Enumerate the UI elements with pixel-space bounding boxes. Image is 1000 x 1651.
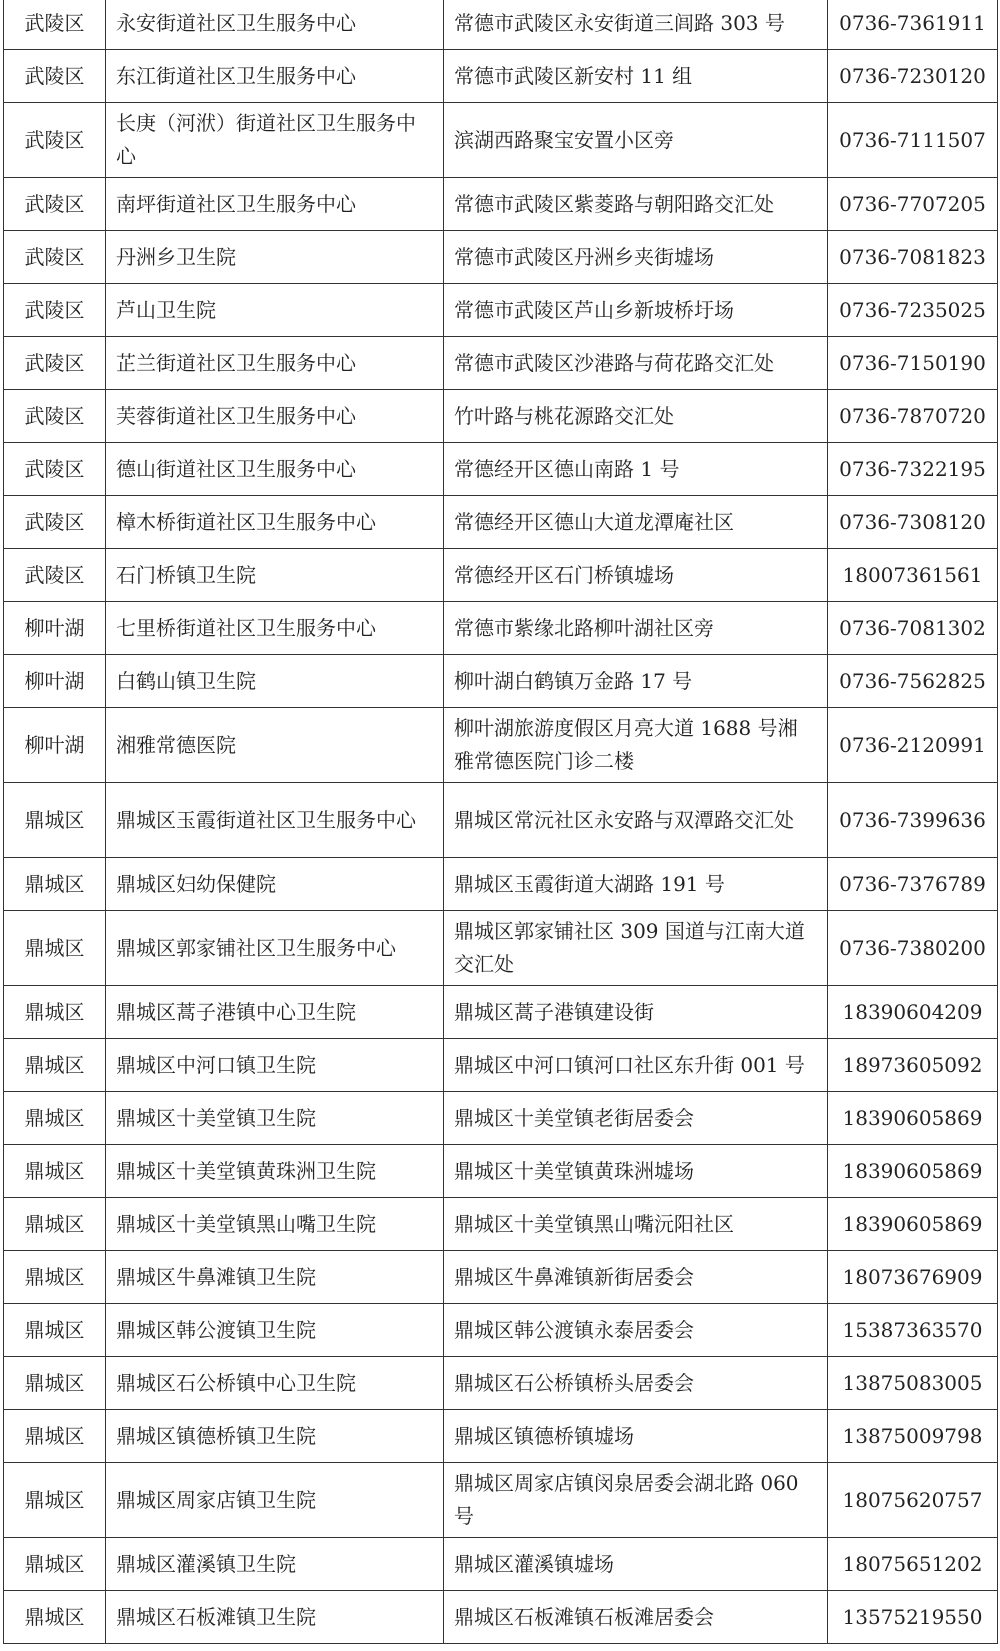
address-cell: 常德经开区石门桥镇墟场	[444, 549, 828, 602]
facility-name-cell: 鼎城区牛鼻滩镇卫生院	[106, 1251, 444, 1304]
facility-name-cell: 鼎城区十美堂镇黄珠洲卫生院	[106, 1145, 444, 1198]
facility-name-cell: 南坪街道社区卫生服务中心	[106, 178, 444, 231]
district-cell: 鼎城区	[4, 1591, 106, 1644]
facility-name-cell: 德山街道社区卫生服务中心	[106, 443, 444, 496]
table-row	[4, 50, 998, 103]
phone-cell: 0736-7322195	[828, 443, 998, 496]
phone-cell: 15387363570	[828, 1304, 998, 1357]
facility-name-cell: 七里桥街道社区卫生服务中心	[106, 602, 444, 655]
phone-cell: 13575219550	[828, 1591, 998, 1644]
address-cell: 柳叶湖白鹤镇万金路 17 号	[444, 655, 828, 708]
facility-name-cell: 鼎城区十美堂镇卫生院	[106, 1092, 444, 1145]
table-body	[4, 0, 998, 1644]
address-cell: 常德经开区德山南路 1 号	[444, 443, 828, 496]
phone-cell: 0736-7870720	[828, 390, 998, 443]
phone-cell: 0736-2120991	[828, 708, 998, 783]
table-row	[4, 911, 998, 986]
address-cell: 鼎城区郭家铺社区 309 国道与江南大道交汇处	[444, 911, 828, 986]
address-cell: 鼎城区十美堂镇老街居委会	[444, 1092, 828, 1145]
facility-name-cell: 鼎城区郭家铺社区卫生服务中心	[106, 911, 444, 986]
district-cell: 鼎城区	[4, 1357, 106, 1410]
district-cell: 武陵区	[4, 0, 106, 50]
phone-cell: 0736-7235025	[828, 284, 998, 337]
phone-cell: 18390605869	[828, 1092, 998, 1145]
address-cell: 鼎城区常沅社区永安路与双潭路交汇处	[444, 783, 828, 858]
table-row	[4, 783, 998, 858]
phone-cell: 0736-7707205	[828, 178, 998, 231]
table-row	[4, 231, 998, 284]
facility-name-cell: 鼎城区玉霞街道社区卫生服务中心	[106, 783, 444, 858]
address-cell: 鼎城区蒿子港镇建设街	[444, 986, 828, 1039]
phone-cell: 0736-7380200	[828, 911, 998, 986]
facility-name-cell: 石门桥镇卫生院	[106, 549, 444, 602]
address-cell: 鼎城区牛鼻滩镇新街居委会	[444, 1251, 828, 1304]
address-cell: 常德市武陵区新安村 11 组	[444, 50, 828, 103]
phone-cell: 0736-7399636	[828, 783, 998, 858]
facility-name-cell: 鼎城区灌溪镇卫生院	[106, 1538, 444, 1591]
facility-name-cell: 湘雅常德医院	[106, 708, 444, 783]
district-cell: 武陵区	[4, 103, 106, 178]
phone-cell: 18390605869	[828, 1145, 998, 1198]
district-cell: 柳叶湖	[4, 602, 106, 655]
district-cell: 鼎城区	[4, 1538, 106, 1591]
table-row	[4, 1410, 998, 1463]
district-cell: 鼎城区	[4, 1198, 106, 1251]
district-cell: 柳叶湖	[4, 655, 106, 708]
address-cell: 常德市武陵区紫菱路与朝阳路交汇处	[444, 178, 828, 231]
phone-cell: 0736-7230120	[828, 50, 998, 103]
facility-name-cell: 鼎城区中河口镇卫生院	[106, 1039, 444, 1092]
table-row	[4, 103, 998, 178]
district-cell: 鼎城区	[4, 783, 106, 858]
district-cell: 柳叶湖	[4, 708, 106, 783]
address-cell: 鼎城区十美堂镇黄珠洲墟场	[444, 1145, 828, 1198]
address-cell: 竹叶路与桃花源路交汇处	[444, 390, 828, 443]
phone-cell: 13875083005	[828, 1357, 998, 1410]
phone-cell: 18973605092	[828, 1039, 998, 1092]
district-cell: 武陵区	[4, 549, 106, 602]
table-row	[4, 1039, 998, 1092]
address-cell: 常德市紫缘北路柳叶湖社区旁	[444, 602, 828, 655]
district-cell: 武陵区	[4, 496, 106, 549]
table-row	[4, 655, 998, 708]
facility-name-cell: 鼎城区镇德桥镇卫生院	[106, 1410, 444, 1463]
phone-cell: 13875009798	[828, 1410, 998, 1463]
facility-name-cell: 鼎城区妇幼保健院	[106, 858, 444, 911]
phone-cell: 18390604209	[828, 986, 998, 1039]
district-cell: 武陵区	[4, 443, 106, 496]
district-cell: 武陵区	[4, 337, 106, 390]
address-cell: 常德经开区德山大道龙潭庵社区	[444, 496, 828, 549]
phone-cell: 0736-7361911	[828, 0, 998, 50]
address-cell: 鼎城区十美堂镇黑山嘴沅阳社区	[444, 1198, 828, 1251]
phone-cell: 0736-7111507	[828, 103, 998, 178]
table-row	[4, 986, 998, 1039]
address-cell: 鼎城区镇德桥镇墟场	[444, 1410, 828, 1463]
address-cell: 鼎城区石公桥镇桥头居委会	[444, 1357, 828, 1410]
phone-cell: 0736-7081302	[828, 602, 998, 655]
table-row	[4, 1591, 998, 1644]
table-row	[4, 390, 998, 443]
district-cell: 武陵区	[4, 50, 106, 103]
district-cell: 鼎城区	[4, 1251, 106, 1304]
address-cell: 鼎城区石板滩镇石板滩居委会	[444, 1591, 828, 1644]
district-cell: 武陵区	[4, 284, 106, 337]
address-cell: 常德市武陵区沙港路与荷花路交汇处	[444, 337, 828, 390]
facility-name-cell: 丹洲乡卫生院	[106, 231, 444, 284]
table-row	[4, 178, 998, 231]
phone-cell: 0736-7081823	[828, 231, 998, 284]
district-cell: 鼎城区	[4, 911, 106, 986]
phone-cell: 18075620757	[828, 1463, 998, 1538]
table-row	[4, 284, 998, 337]
facility-name-cell: 鼎城区石公桥镇中心卫生院	[106, 1357, 444, 1410]
district-cell: 鼎城区	[4, 1304, 106, 1357]
district-cell: 鼎城区	[4, 1039, 106, 1092]
table-row	[4, 602, 998, 655]
address-cell: 鼎城区灌溪镇墟场	[444, 1538, 828, 1591]
facility-name-cell: 永安街道社区卫生服务中心	[106, 0, 444, 50]
district-cell: 武陵区	[4, 231, 106, 284]
address-cell: 常德市武陵区丹洲乡夹街墟场	[444, 231, 828, 284]
table-row	[4, 1092, 998, 1145]
facility-name-cell: 东江街道社区卫生服务中心	[106, 50, 444, 103]
address-cell: 鼎城区韩公渡镇永泰居委会	[444, 1304, 828, 1357]
table-row	[4, 1251, 998, 1304]
facility-name-cell: 芷兰街道社区卫生服务中心	[106, 337, 444, 390]
table-row	[4, 1145, 998, 1198]
district-cell: 鼎城区	[4, 1410, 106, 1463]
table-row	[4, 443, 998, 496]
address-cell: 常德市武陵区永安街道三闾路 303 号	[444, 0, 828, 50]
table-row	[4, 1357, 998, 1410]
address-cell: 常德市武陵区芦山乡新坡桥圩场	[444, 284, 828, 337]
facility-name-cell: 芦山卫生院	[106, 284, 444, 337]
district-cell: 武陵区	[4, 390, 106, 443]
phone-cell: 0736-7376789	[828, 858, 998, 911]
table-row	[4, 549, 998, 602]
facility-name-cell: 鼎城区韩公渡镇卫生院	[106, 1304, 444, 1357]
phone-cell: 18390605869	[828, 1198, 998, 1251]
table-row	[4, 708, 998, 783]
facility-name-cell: 白鹤山镇卫生院	[106, 655, 444, 708]
facility-name-cell: 鼎城区蒿子港镇中心卫生院	[106, 986, 444, 1039]
table-row	[4, 1538, 998, 1591]
district-cell: 鼎城区	[4, 1463, 106, 1538]
table-row	[4, 1198, 998, 1251]
address-cell: 柳叶湖旅游度假区月亮大道 1688 号湘雅常德医院门诊二楼	[444, 708, 828, 783]
table-row	[4, 1463, 998, 1538]
facility-name-cell: 鼎城区十美堂镇黑山嘴卫生院	[106, 1198, 444, 1251]
table-row	[4, 0, 998, 50]
facility-name-cell: 长庚（河洑）街道社区卫生服务中心	[106, 103, 444, 178]
phone-cell: 0736-7308120	[828, 496, 998, 549]
address-cell: 鼎城区周家店镇闵泉居委会湖北路 060 号	[444, 1463, 828, 1538]
facility-name-cell: 鼎城区周家店镇卫生院	[106, 1463, 444, 1538]
district-cell: 鼎城区	[4, 1092, 106, 1145]
address-cell: 鼎城区中河口镇河口社区东升街 001 号	[444, 1039, 828, 1092]
district-cell: 武陵区	[4, 178, 106, 231]
phone-cell: 18073676909	[828, 1251, 998, 1304]
table-row	[4, 858, 998, 911]
table-row	[4, 1304, 998, 1357]
table-row	[4, 337, 998, 390]
phone-cell: 0736-7562825	[828, 655, 998, 708]
facility-name-cell: 鼎城区石板滩镇卫生院	[106, 1591, 444, 1644]
district-cell: 鼎城区	[4, 1145, 106, 1198]
table-row	[4, 496, 998, 549]
phone-cell: 0736-7150190	[828, 337, 998, 390]
phone-cell: 18075651202	[828, 1538, 998, 1591]
district-cell: 鼎城区	[4, 858, 106, 911]
address-cell: 滨湖西路聚宝安置小区旁	[444, 103, 828, 178]
phone-cell: 18007361561	[828, 549, 998, 602]
health-center-table	[3, 0, 998, 1644]
address-cell: 鼎城区玉霞街道大湖路 191 号	[444, 858, 828, 911]
district-cell: 鼎城区	[4, 986, 106, 1039]
facility-name-cell: 樟木桥街道社区卫生服务中心	[106, 496, 444, 549]
facility-name-cell: 芙蓉街道社区卫生服务中心	[106, 390, 444, 443]
